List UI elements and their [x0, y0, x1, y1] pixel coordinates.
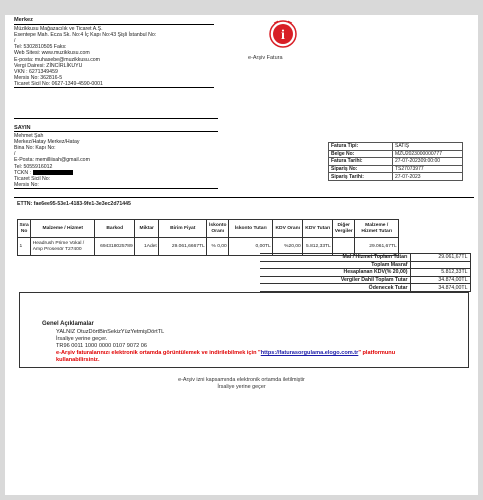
info-row [329, 158, 463, 166]
cell-sira: 1 [18, 238, 31, 256]
totals-key: Mal / Hizmet Toplam Tutarı [260, 254, 410, 262]
notes-amount-words: YALNIZ OtuzDörtBinSekizYüzYetmişDörtTL [56, 329, 165, 335]
seller-heading: Merkez [14, 17, 33, 23]
totals-row [260, 284, 470, 292]
seller-line: Müzikkusu Mağazacılık ve Ticaret A.Ş. [14, 26, 103, 33]
col-header: KDV Oranı [273, 220, 303, 238]
col-header: Malzeme / Hizmet Tutarı [355, 220, 399, 238]
redaction-bar [33, 170, 73, 175]
seller-line: Ticaret Sicil No: 0627-1349-4590-0001 [14, 80, 103, 87]
totals-key: Toplam Masraf [260, 261, 410, 269]
notes-warning [56, 350, 395, 356]
cell-iskonto-tutari: 0,00TL [229, 238, 273, 256]
seller-line: Tel: 5302810505 Faks: [14, 44, 67, 51]
totals-value: 34.874,00TL [410, 284, 470, 292]
e-arsiv-query-link[interactable]: https://faturasorgulama.elogo.com.tr [260, 350, 359, 356]
info-key: Sipariş Tarihi: [329, 173, 393, 181]
buyer-line: Merkez/Hatay Merkez/Hatay [14, 139, 80, 146]
totals-key: Vergiler Dahil Toplam Tutar [260, 276, 410, 284]
col-header: Malzeme / Hizmet [31, 220, 95, 238]
ettn-line [17, 201, 131, 207]
col-header: İskonto Tutarı [229, 220, 273, 238]
info-value: 27-07-202309:00:00 [393, 158, 463, 166]
info-value: MZU2023000000777 [393, 150, 463, 158]
col-header: Barkod [95, 220, 135, 238]
info-row [329, 143, 463, 151]
seller-bottom-rule [14, 87, 214, 88]
totals-value: 34.874,00TL [410, 276, 470, 284]
info-key: Fatura Tarihi: [329, 158, 393, 166]
notes-warning-line2: kullanabilirsiniz. [56, 357, 100, 363]
notes-box [19, 292, 469, 368]
gib-logo [268, 18, 298, 52]
info-row [329, 173, 463, 181]
col-header: Sıra No [18, 220, 31, 238]
cell-barkod: 694318025789 [95, 238, 135, 256]
totals-row [260, 261, 470, 269]
info-value: TS27073977 [393, 165, 463, 173]
cell-malzeme: Headrush Prime Vokal / Amp Prosesör T27400 [31, 238, 95, 256]
col-header: Birim Fiyat [159, 220, 207, 238]
footer-line: e-Arşiv izni kapsamında elektronik ortamda iletilmiştir [178, 377, 305, 383]
ettn-text: ETTN: fae6ee95-53e1-4183-9fe1-3e3ec2d71445 [17, 201, 131, 207]
buyer-line: Mersis No: [14, 181, 39, 188]
col-header: Miktar [135, 220, 159, 238]
seller-rule [14, 24, 214, 25]
info-key: Fatura Tipi: [329, 143, 393, 151]
totals-row [260, 276, 470, 284]
seller-line: Vergi Dairesi: ZİNCİRLİKUYU [14, 62, 83, 69]
col-header: Diğer Vergiler [333, 220, 355, 238]
buyer-block [14, 125, 224, 189]
col-header: KDV Tutarı [303, 220, 333, 238]
seller-block [14, 17, 214, 88]
buyer-line: / [14, 151, 16, 158]
cell-kdv-tutari: 5.812,33TL [303, 238, 333, 256]
totals-value: 5.812,33TL [410, 269, 470, 277]
info-value: 27-07-2023 [393, 173, 463, 181]
buyer-top-rule [14, 118, 218, 119]
warning-text: e-Arşiv faturalarınızı elektronik ortamda görüntülemek ve indirilebilmek için " [56, 350, 261, 356]
notes-iban: TR96 0011 1000 0000 0107 9072 06 [56, 343, 148, 349]
buyer-tckn-label: TCKN : [14, 169, 32, 176]
seller-line: VKN : 6271349459 [14, 68, 58, 75]
seller-line: Mersis No: 362816-5 [14, 74, 63, 81]
cell-kdv-orani: %20,00 [273, 238, 303, 256]
cell-iskonto-orani: % 0,00 [207, 238, 229, 256]
buyer-line: E-Posta: memilliisah@gmail.com [14, 157, 90, 164]
buyer-line: Tel: 5055916012 [14, 163, 53, 170]
cell-hizmet-tutari: 29.061,67TL [355, 238, 399, 256]
buyer-bottom-rule [14, 188, 218, 189]
warning-text-end: " platformunu [358, 350, 396, 356]
seller-line: Web Sitesi: www.muzikkusu.com [14, 50, 90, 57]
totals-table [260, 253, 471, 292]
totals-value: 29.061,67TL [410, 254, 470, 262]
info-key: Sipariş No: [329, 165, 393, 173]
invoice-info-table [328, 142, 463, 181]
buyer-line: Bina No: Kapı No: [14, 145, 56, 152]
notes-irsaliye: İrsaliye yerine geçer. [56, 336, 108, 342]
footer-line: İrsaliye yerine geçer [217, 384, 266, 390]
buyer-rule [14, 131, 218, 132]
buyer-line: Ticaret Sicil No: [14, 175, 51, 182]
logo-caption: e-Arşiv Fatura [248, 55, 283, 61]
svg-text:i: i [281, 28, 285, 43]
notes-title: Genel Açıklamalar [42, 321, 94, 327]
info-row [329, 165, 463, 173]
col-header: İskonto Oranı [207, 220, 229, 238]
info-key: Belge No: [329, 150, 393, 158]
cell-miktar: 1Adet [135, 238, 159, 256]
seller-line: E-posta: muhasebe@muzikkusu.com [14, 56, 100, 63]
buyer-heading: SAYIN [14, 125, 31, 131]
ettn-top-rule [14, 197, 474, 198]
items-header-row [18, 220, 399, 238]
totals-value [410, 261, 470, 269]
info-value: SATIŞ [393, 143, 463, 151]
cell-birim-fiyat: 29.061,6667TL [159, 238, 207, 256]
totals-row [260, 269, 470, 277]
buyer-line: Mehmet Şah [14, 133, 44, 140]
info-row [329, 150, 463, 158]
totals-row [260, 254, 470, 262]
totals-key: Hesaplanan KDV(% 20,00) [260, 269, 410, 277]
seller-line: Esentepe Mah. Ecza Sk. No:4 İç Kapı No:43 Şişli İstanbul No: [14, 32, 157, 39]
totals-key: Ödenecek Tutar [260, 284, 410, 292]
seller-line: / [14, 38, 16, 45]
items-table [17, 219, 399, 256]
